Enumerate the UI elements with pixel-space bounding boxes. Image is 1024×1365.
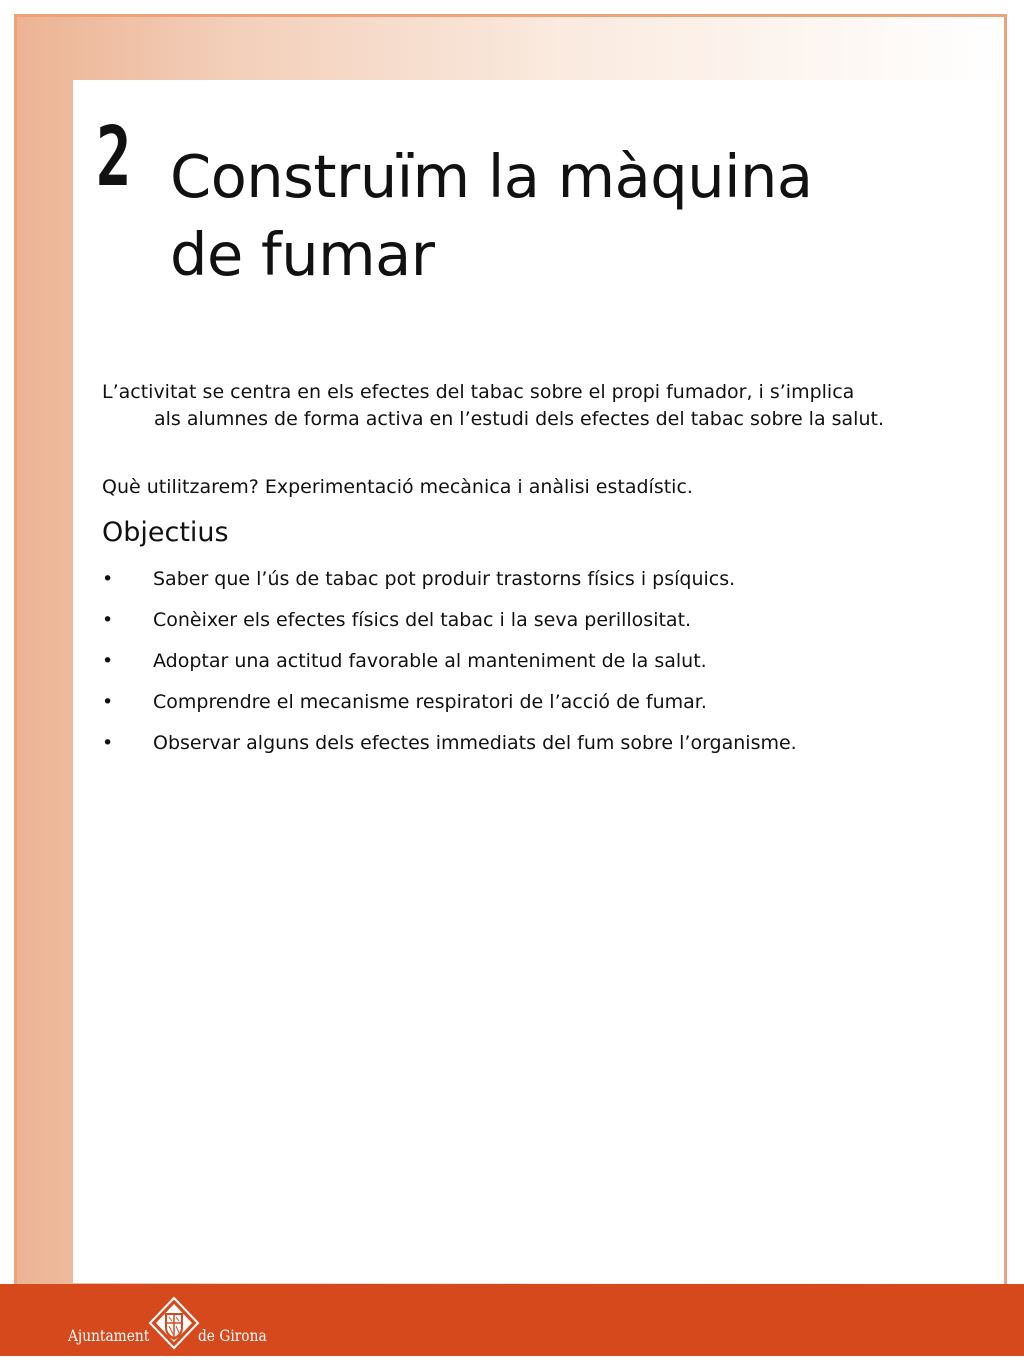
city-crest-icon xyxy=(148,1296,200,1350)
bullet-icon: • xyxy=(102,609,114,631)
bullet-icon: • xyxy=(102,691,114,713)
bullet-icon: • xyxy=(102,732,114,754)
objective-item xyxy=(102,566,832,593)
objective-text: Conèixer els efectes físics del tabac i la seva perillositat. xyxy=(153,609,692,631)
page-title xyxy=(170,138,990,294)
objective-item xyxy=(102,689,832,716)
ajuntament-logo xyxy=(68,1296,298,1354)
bullet-icon: • xyxy=(102,568,114,590)
logo-text-left: Ajuntament xyxy=(68,1326,150,1345)
section-number: 2 xyxy=(96,110,132,205)
objectives-heading: Objectius xyxy=(102,517,229,548)
objective-item xyxy=(102,648,832,675)
logo-text-right: de Girona xyxy=(198,1326,267,1345)
question-paragraph: Què utilitzarem? Experimentació mecànica i anàlisi estadístic. xyxy=(102,476,693,498)
bullet-icon: • xyxy=(102,650,114,672)
objective-text: Comprendre el mecanisme respiratori de l’acció de fumar. xyxy=(153,691,707,713)
title-line-1: Construïm la màquina xyxy=(170,142,813,211)
objective-item xyxy=(102,730,832,757)
objective-text: Observar alguns dels efectes immediats del fum sobre l’organisme. xyxy=(153,732,797,754)
objective-text: Saber que l’ús de tabac pot produir trastorns físics i psíquics. xyxy=(153,568,736,590)
title-line-2: de fumar xyxy=(170,220,435,289)
intro-paragraph: L’activitat se centra en els efectes del tabac sobre el propi fumador, i s’implica als alumnes de forma activa en l’estudi dels efectes del tabac sobre la salut. xyxy=(102,381,884,430)
objective-text: Adoptar una actitud favorable al manteniment de la salut. xyxy=(153,650,707,672)
objectives-list xyxy=(102,566,832,771)
objective-item xyxy=(102,607,832,634)
